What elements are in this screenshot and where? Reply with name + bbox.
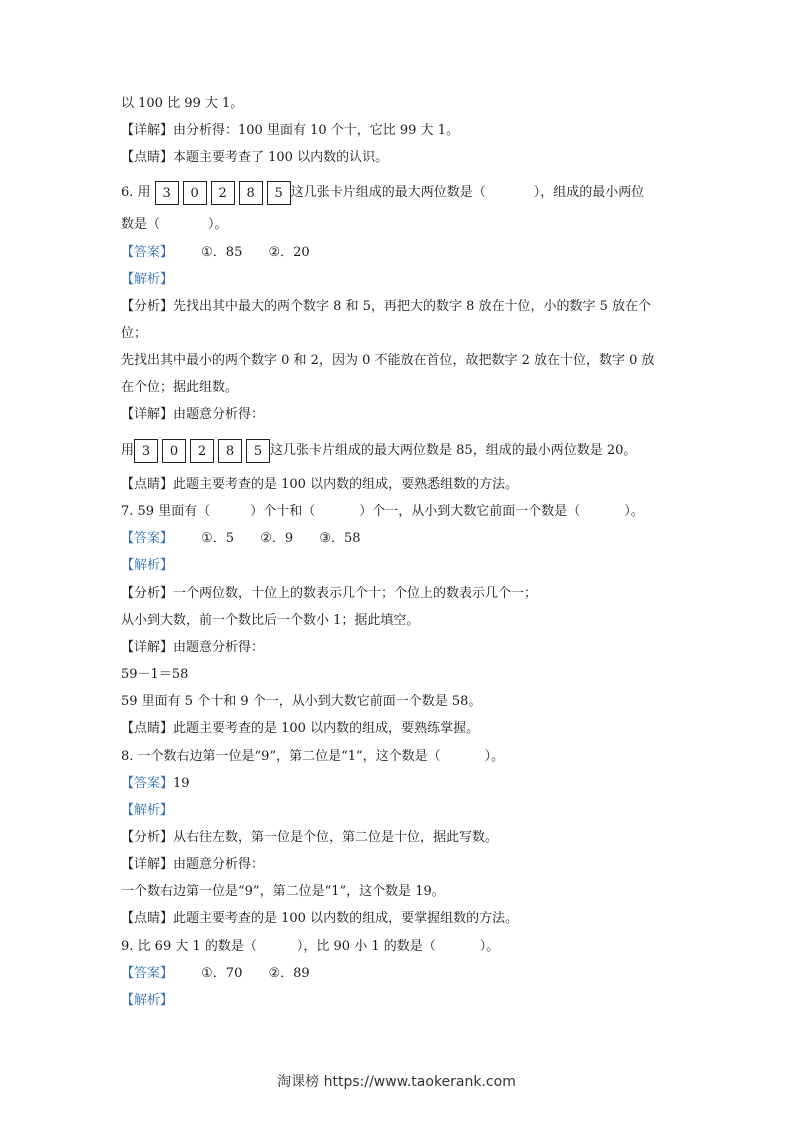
analysis-line: 【分析】从右往左数，第一位是个位，第二位是十位，据此写数。 [121, 830, 499, 845]
detail-line: 【详解】由题意分析得： [121, 640, 265, 655]
q8-text: 8. 一个数右边第一位是“9”，第二位是“1”，这个数是（ [121, 749, 441, 764]
answer-value: ①．5 [201, 531, 235, 546]
analysis-tag: 【解析】 [121, 272, 174, 287]
number-card: 3 [155, 181, 179, 205]
q6-result-suffix: 这几张卡片组成的最大两位数是 85，组成的最小两位数是 20。 [270, 443, 637, 458]
analysis-tag: 【解析】 [121, 993, 174, 1008]
q9-text: 9. 比 69 大 1 的数是（ [121, 939, 257, 954]
question-8 [121, 748, 504, 766]
analysis-line: 先找出其中最小的两个数字 0 和 2，因为 0 不能放在首位，故把数字 2 放在十位，数字 0 放 [121, 353, 655, 368]
analysis-line: 在个位；据此组数。 [121, 380, 239, 395]
footer-watermark: 淘课榜 https://www.taokerank.com [277, 1074, 516, 1090]
comment-line: 【点睛】此题主要考查的是 100 以内数的组成，要掌握组数的方法。 [121, 911, 519, 926]
detail-line: 【详解】由题意分析得： [121, 407, 265, 422]
number-cards [134, 439, 270, 463]
number-card: 5 [267, 181, 291, 205]
q6-result [121, 438, 636, 464]
comment-line: 【点睛】此题主要考查的是 100 以内数的组成，要熟悉组数的方法。 [121, 477, 519, 492]
detail-line: 【详解】由题意分析得： [121, 857, 265, 872]
q6-text-4: ）。 [208, 217, 228, 232]
answer-value: ①．70 [201, 966, 243, 981]
answer-tag: 【答案】 [121, 966, 174, 981]
q8-answer [121, 775, 190, 793]
question-7 [121, 503, 644, 521]
answer-tag: 【答案】 [121, 531, 174, 546]
answer-value: ①．85 [201, 245, 243, 260]
detail-line: 【详解】由分析得：100 里面有 10 个十，它比 99 大 1。 [121, 123, 459, 138]
question-6 [121, 180, 644, 206]
answer-tag: 【答案】 [121, 245, 174, 260]
q6-text: 这几张卡片组成的最大两位数是（ [290, 185, 486, 200]
answer-value: ②．89 [268, 966, 310, 981]
answer-tag: 【答案】 [121, 776, 174, 791]
text-line: 以 100 比 99 大 1。 [121, 96, 244, 111]
question-6-line-2 [121, 216, 228, 234]
q9-text: ），比 90 小 1 的数是（ [296, 939, 436, 954]
number-card: 2 [211, 181, 235, 205]
calculation-line: 59－1＝58 [121, 667, 189, 682]
number-card: 3 [134, 439, 158, 463]
number-card: 5 [246, 439, 270, 463]
comment-line: 【点睛】此题主要考查的是 100 以内数的组成，要熟练掌握。 [121, 721, 480, 736]
number-card: 2 [190, 439, 214, 463]
analysis-line: 位； [121, 326, 148, 341]
q9-text: ）。 [479, 939, 500, 954]
comment-line: 【点睛】本题主要考查了 100 以内数的认识。 [121, 150, 389, 165]
number-cards [155, 181, 291, 205]
q6-prefix: 6. 用 [121, 185, 151, 200]
q6-text-3: 数是（ [121, 217, 161, 232]
number-card: 8 [218, 439, 242, 463]
number-card: 0 [162, 439, 186, 463]
q7-text: ）。 [624, 504, 644, 519]
analysis-line: 【分析】一个两位数，十位上的数表示几个十；个位上的数表示几个一； [121, 586, 538, 601]
number-card: 0 [183, 181, 207, 205]
analysis-line: 【分析】先找出其中最大的两个数字 8 和 5，再把大的数字 8 放在十位，小的数字 5 放在个 [121, 299, 652, 314]
analysis-tag: 【解析】 [121, 803, 174, 818]
number-card: 8 [239, 181, 263, 205]
answer-value: ③．58 [319, 531, 361, 546]
q6-result-prefix: 用 [121, 443, 135, 458]
answer-value: ②．9 [260, 531, 294, 546]
q8-text: ）。 [484, 749, 505, 764]
q9-answer [121, 965, 310, 983]
q6-answer [121, 244, 310, 262]
q7-text: 7. 59 里面有（ [121, 504, 211, 519]
question-9 [121, 938, 499, 956]
analysis-tag: 【解析】 [121, 558, 174, 573]
result-line: 一个数右边第一位是“9”，第二位是“1”，这个数是 19。 [121, 884, 445, 899]
q7-answer [121, 530, 361, 548]
answer-value: 19 [173, 776, 190, 791]
q7-text: ）个一，从小到大数它前面一个数是（ [359, 504, 581, 519]
q7-text: ）个十和（ [250, 504, 316, 519]
analysis-line: 从小到大数，前一个数比后一个数小 1；据此填空。 [121, 613, 420, 628]
q6-text-2: ），组成的最小两位 [533, 185, 645, 200]
result-line: 59 里面有 5 个十和 9 个一，从小到大数它前面一个数是 58。 [121, 694, 482, 709]
answer-value: ②．20 [268, 245, 310, 260]
